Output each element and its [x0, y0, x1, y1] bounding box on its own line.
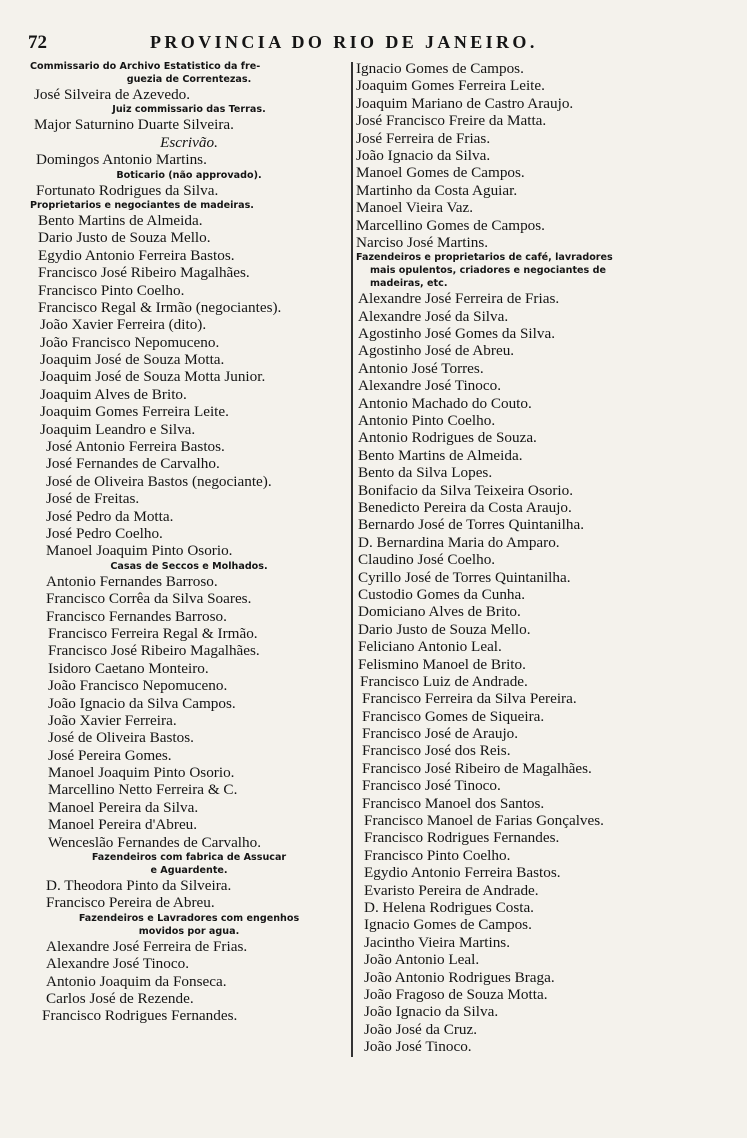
- name-entry: Francisco Gomes de Siqueira.: [362, 707, 545, 725]
- name-entry: Manoel Pereira da Silva.: [48, 798, 199, 816]
- name-entry: Dario Justo de Souza Mello.: [358, 620, 531, 638]
- name-entry: Francisco Rodrigues Fernandes.: [42, 1007, 238, 1025]
- name-entry: Francisco Luiz de Andrade.: [360, 672, 528, 690]
- name-entry: Francisco Pinto Coelho.: [38, 281, 185, 299]
- name-entry: José Pedro Coelho.: [46, 524, 163, 542]
- name-entry: D. Theodora Pinto da Silveira.: [46, 877, 232, 895]
- name-entry: Francisco José Ribeiro Magalhães.: [38, 264, 250, 282]
- name-entry: João Antonio Leal.: [364, 951, 480, 969]
- name-entry: José Silveira de Azevedo.: [34, 86, 191, 103]
- name-entry: Joaquim Mariano de Castro Araujo.: [356, 94, 574, 112]
- name-entry: João Xavier Ferreira (dito).: [40, 316, 207, 334]
- section-heading: Proprietarios e negociantes de madeiras.: [30, 199, 254, 211]
- name-entry: Alexandre José Tinoco.: [358, 377, 502, 395]
- name-entry: João Xavier Ferreira.: [48, 711, 177, 729]
- name-entry: João Ignacio da Silva Campos.: [48, 694, 236, 712]
- section-heading: Fazendeiros e Lavradores com engenhos: [78, 912, 300, 924]
- name-entry: Joaquim José de Souza Motta Junior.: [40, 368, 266, 386]
- name-entry: Evaristo Pereira de Andrade.: [364, 881, 539, 899]
- section-heading: Commissario do Archivo Estatistico da fre-: [30, 61, 261, 72]
- name-entry: Joaquim Leandro e Silva.: [40, 420, 196, 438]
- name-entry: Joaquim Gomes Ferreira Leite.: [40, 403, 229, 421]
- name-entry: D. Helena Rodrigues Costa.: [364, 898, 534, 916]
- name-entry: José de Oliveira Bastos (negociante).: [46, 472, 272, 490]
- name-entry: Francisco José Ribeiro Magalhães.: [48, 642, 260, 660]
- name-entry: Marcellino Netto Ferreira & C.: [48, 781, 238, 799]
- name-entry: Felismino Manoel de Brito.: [358, 655, 526, 673]
- name-entry: Antonio Rodrigues de Souza.: [358, 429, 537, 447]
- name-entry: Francisco Ferreira Regal & Irmão.: [48, 624, 258, 642]
- name-entry: Bento Martins de Almeida.: [38, 211, 203, 229]
- name-entry: João José Tinoco.: [364, 1038, 472, 1056]
- name-entry: Claudino José Coelho.: [358, 551, 496, 569]
- name-entry: Marcellino Gomes de Campos.: [356, 216, 545, 234]
- name-entry: Joaquim Gomes Ferreira Leite.: [356, 77, 545, 95]
- name-entry: Manoel Joaquim Pinto Osorio.: [46, 542, 233, 560]
- name-entry: José Ferreira de Frias.: [356, 129, 491, 147]
- name-entry: Francisco Fernandes Barroso.: [46, 607, 227, 625]
- name-entry: João Francisco Nepomuceno.: [48, 677, 228, 695]
- name-entry: Francisco Manoel dos Santos.: [362, 794, 545, 812]
- left-column: [30, 60, 348, 1025]
- name-entry: Agostinho José Gomes da Silva.: [358, 325, 556, 343]
- name-entry: João Antonio Rodrigues Braga.: [364, 968, 555, 986]
- name-entry: Ignacio Gomes de Campos.: [364, 916, 532, 934]
- name-entry: Francisco José Ribeiro de Magalhães.: [362, 759, 592, 777]
- name-entry: Egydio Antonio Ferreira Bastos.: [364, 864, 561, 882]
- name-entry: Francisco José dos Reis.: [362, 742, 511, 760]
- name-entry: Domiciano Alves de Brito.: [358, 603, 521, 621]
- section-heading: madeiras, etc.: [370, 278, 448, 290]
- name-entry: Alexandre José Ferreira de Frias.: [46, 937, 248, 955]
- name-entry: José de Oliveira Bastos.: [48, 729, 194, 747]
- column-divider: [351, 62, 353, 1057]
- name-entry: Francisco José de Araujo.: [362, 725, 519, 743]
- name-entry: Custodio Gomes da Cunha.: [358, 585, 526, 603]
- name-entry: Francisco José Tinoco.: [362, 777, 501, 795]
- section-heading: Casas de Seccos e Molhados.: [110, 560, 268, 572]
- name-entry: Bento Martins de Almeida.: [358, 446, 523, 464]
- name-entry: Francisco Pereira de Abreu.: [46, 894, 215, 912]
- name-entry: Bernardo José de Torres Quintanilha.: [358, 516, 584, 534]
- name-entry: Isidoro Caetano Monteiro.: [48, 659, 209, 677]
- name-entry: Joaquim José de Souza Motta.: [40, 351, 225, 369]
- name-entry: Antonio José Torres.: [358, 359, 484, 377]
- name-entry: Benedicto Pereira da Costa Araujo.: [358, 498, 572, 516]
- name-entry: Feliciano Antonio Leal.: [358, 638, 502, 656]
- name-entry: João Fragoso de Souza Motta.: [364, 985, 548, 1003]
- name-entry: Antonio Pinto Coelho.: [358, 412, 496, 430]
- section-heading: Fazendeiros e proprietarios de café, lavradores: [356, 252, 613, 264]
- name-entry: Narciso José Martins.: [356, 233, 489, 251]
- name-entry: Agostinho José de Abreu.: [358, 342, 515, 360]
- section-heading: mais opulentos, criadores e negociantes de: [370, 265, 606, 277]
- name-entry: Bento da Silva Lopes.: [358, 464, 493, 482]
- name-entry: Manoel Gomes de Campos.: [356, 164, 525, 182]
- name-entry: D. Bernardina Maria do Amparo.: [358, 533, 560, 551]
- name-entry: Ignacio Gomes de Campos.: [356, 60, 524, 77]
- name-entry: José Antonio Ferreira Bastos.: [46, 438, 225, 456]
- name-entry: Francisco Pinto Coelho.: [364, 846, 511, 864]
- name-entry: Dario Justo de Souza Mello.: [38, 229, 211, 247]
- name-entry: Alexandre José da Silva.: [358, 307, 509, 325]
- office-subheading: Escrivão.: [160, 133, 218, 151]
- name-entry: José Fernandes de Carvalho.: [46, 455, 220, 473]
- section-heading: e Aguardente.: [150, 865, 228, 877]
- name-entry: Antonio Machado do Couto.: [358, 394, 532, 412]
- name-entry: Domingos Antonio Martins.: [36, 151, 207, 169]
- page-number: 72: [28, 32, 47, 53]
- name-entry: Manoel Pereira d'Abreu.: [48, 816, 198, 834]
- name-entry: Francisco Corrêa da Silva Soares.: [46, 590, 252, 608]
- name-entry: João Francisco Nepomuceno.: [40, 333, 220, 351]
- name-entry: Martinho da Costa Aguiar.: [356, 181, 518, 199]
- name-entry: Jacintho Vieira Martins.: [364, 933, 511, 951]
- name-entry: Egydio Antonio Ferreira Bastos.: [38, 246, 235, 264]
- name-entry: Alexandre José Ferreira de Frias.: [358, 290, 560, 308]
- name-entry: Francisco Regal & Irmão (negociantes).: [38, 298, 282, 316]
- name-entry: Antonio Fernandes Barroso.: [46, 572, 218, 590]
- name-entry: Fortunato Rodrigues da Silva.: [36, 181, 219, 199]
- name-entry: Manoel Joaquim Pinto Osorio.: [48, 764, 235, 782]
- name-entry: José Francisco Freire da Matta.: [356, 112, 547, 130]
- section-heading: Juiz commissario das Terras.: [112, 104, 266, 116]
- name-entry: João José da Cruz.: [364, 1020, 478, 1038]
- name-entry: Antonio Joaquim da Fonseca.: [46, 972, 227, 990]
- section-heading: movidos por agua.: [138, 925, 240, 937]
- name-entry: Alexandre José Tinoco.: [46, 955, 190, 973]
- section-heading: Fazendeiros com fabrica de Assucar: [91, 852, 287, 864]
- name-entry: José de Freitas.: [46, 490, 140, 508]
- name-entry: Francisco Manoel de Farias Gonçalves.: [364, 812, 604, 830]
- running-header: [28, 32, 718, 56]
- name-entry: José Pereira Gomes.: [48, 746, 172, 764]
- name-entry: Manoel Vieira Vaz.: [356, 199, 474, 217]
- section-heading: Boticario (não approvado).: [116, 169, 262, 181]
- name-entry: Cyrillo José de Torres Quintanilha.: [358, 568, 571, 586]
- name-entry: Joaquim Alves de Brito.: [40, 385, 187, 403]
- name-entry: Carlos José de Rezende.: [46, 989, 194, 1007]
- name-entry: Wenceslão Fernandes de Carvalho.: [48, 833, 262, 851]
- name-entry: José Pedro da Motta.: [46, 507, 174, 525]
- name-entry: Francisco Rodrigues Fernandes.: [364, 829, 560, 847]
- section-heading: guezia de Correntezas.: [126, 74, 252, 85]
- name-entry: Francisco Ferreira da Silva Pereira.: [362, 690, 577, 708]
- name-entry: João Ignacio da Silva.: [364, 1003, 499, 1021]
- name-entry: João Ignacio da Silva.: [356, 146, 491, 164]
- page-title: PROVINCIA DO RIO DE JANEIRO.: [150, 32, 538, 52]
- right-column: [356, 60, 694, 1055]
- name-entry: Bonifacio da Silva Teixeira Osorio.: [358, 481, 574, 499]
- name-entry: Major Saturnino Duarte Silveira.: [34, 116, 234, 134]
